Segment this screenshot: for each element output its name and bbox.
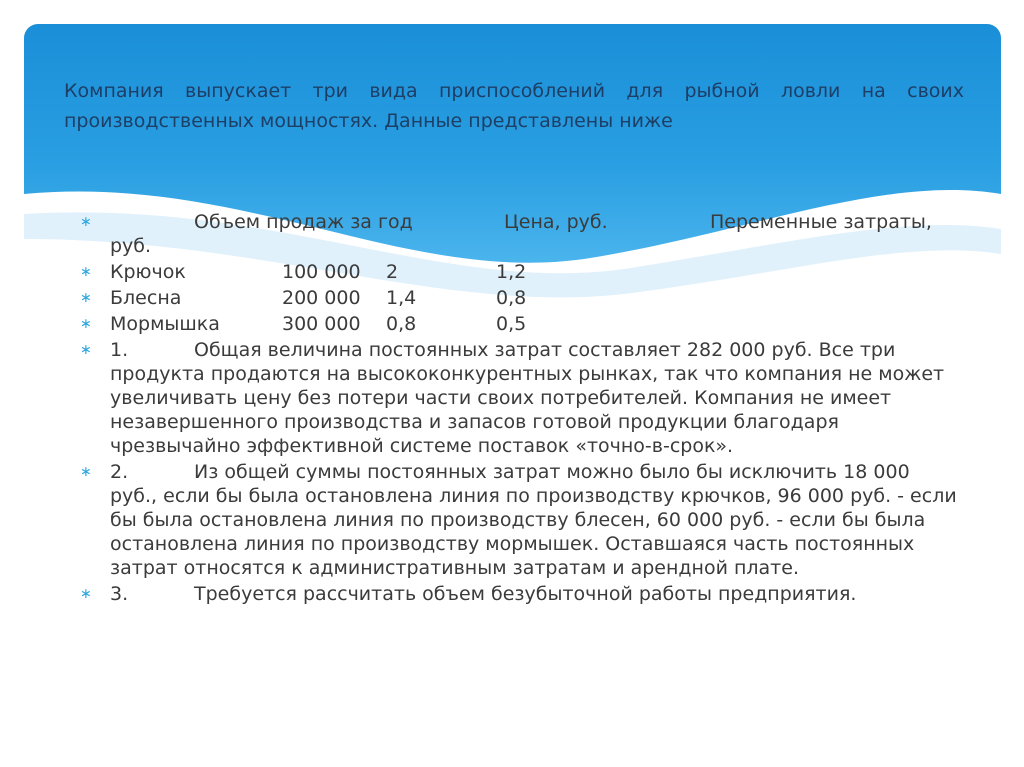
point-number: 1.	[110, 339, 129, 361]
point-text: Из общей суммы постоянных затрат можно было бы исключить 18 000 руб., если бы была остановлена линия по производству крючков, 96 000 руб. - если бы была остановлена линия по производству блесен, 60 000 руб. - если бы была остановлена линия по производству мормышек. Оставшаяся часть постоянных затрат относятся к административным затратам и арендной плате.	[110, 461, 957, 579]
row-name: Крючок	[110, 261, 186, 283]
row-volume: 300 000	[282, 313, 361, 335]
bullet-icon: ∗	[80, 342, 92, 358]
point-item	[78, 582, 958, 606]
bullet-icon: ∗	[80, 316, 92, 332]
row-price: 2	[386, 261, 399, 283]
point-text: Требуется рассчитать объем безубыточной работы предприятия.	[194, 583, 857, 605]
table-row	[78, 260, 958, 284]
row-var: 1,2	[496, 261, 527, 283]
table-header-row	[78, 210, 958, 258]
row-price: 1,4	[386, 287, 417, 309]
slide-content	[78, 210, 958, 608]
bullet-icon: ∗	[80, 214, 92, 230]
point-number: 3.	[110, 583, 129, 605]
bullet-icon: ∗	[80, 464, 92, 480]
row-name: Мормышка	[110, 313, 220, 335]
point-number: 2.	[110, 461, 129, 483]
point-item	[78, 460, 958, 580]
row-var: 0,8	[496, 287, 527, 309]
point-item	[78, 338, 958, 458]
bullet-icon: ∗	[80, 290, 92, 306]
table-row	[78, 312, 958, 336]
header-var: Переменные затраты, руб.	[110, 211, 932, 257]
point-text: Общая величина постоянных затрат составляет 282 000 руб. Все три продукта продаются на высококонкурентных рынках, так что компания не может увеличивать цену без потери части своих потребителей. Компания не имеет незавершенного производства и запасов готовой продукции благодаря чрезвычайно эффективной системе поставок «точно-в-срок».	[110, 339, 945, 457]
row-name: Блесна	[110, 287, 182, 309]
table-row	[78, 286, 958, 310]
row-var: 0,5	[496, 313, 527, 335]
header-volume: Объем продаж за год	[194, 211, 413, 233]
row-volume: 200 000	[282, 287, 361, 309]
bullet-icon: ∗	[80, 264, 92, 280]
row-price: 0,8	[386, 313, 417, 335]
row-volume: 100 000	[282, 261, 361, 283]
slide	[24, 24, 1001, 744]
bullet-icon: ∗	[80, 586, 92, 602]
slide-title: Компания выпускает три вида приспособлений для рыбной ловли на своих производственных мощностях. Данные представлены ниже	[64, 80, 964, 132]
header-price: Цена, руб.	[504, 211, 608, 233]
